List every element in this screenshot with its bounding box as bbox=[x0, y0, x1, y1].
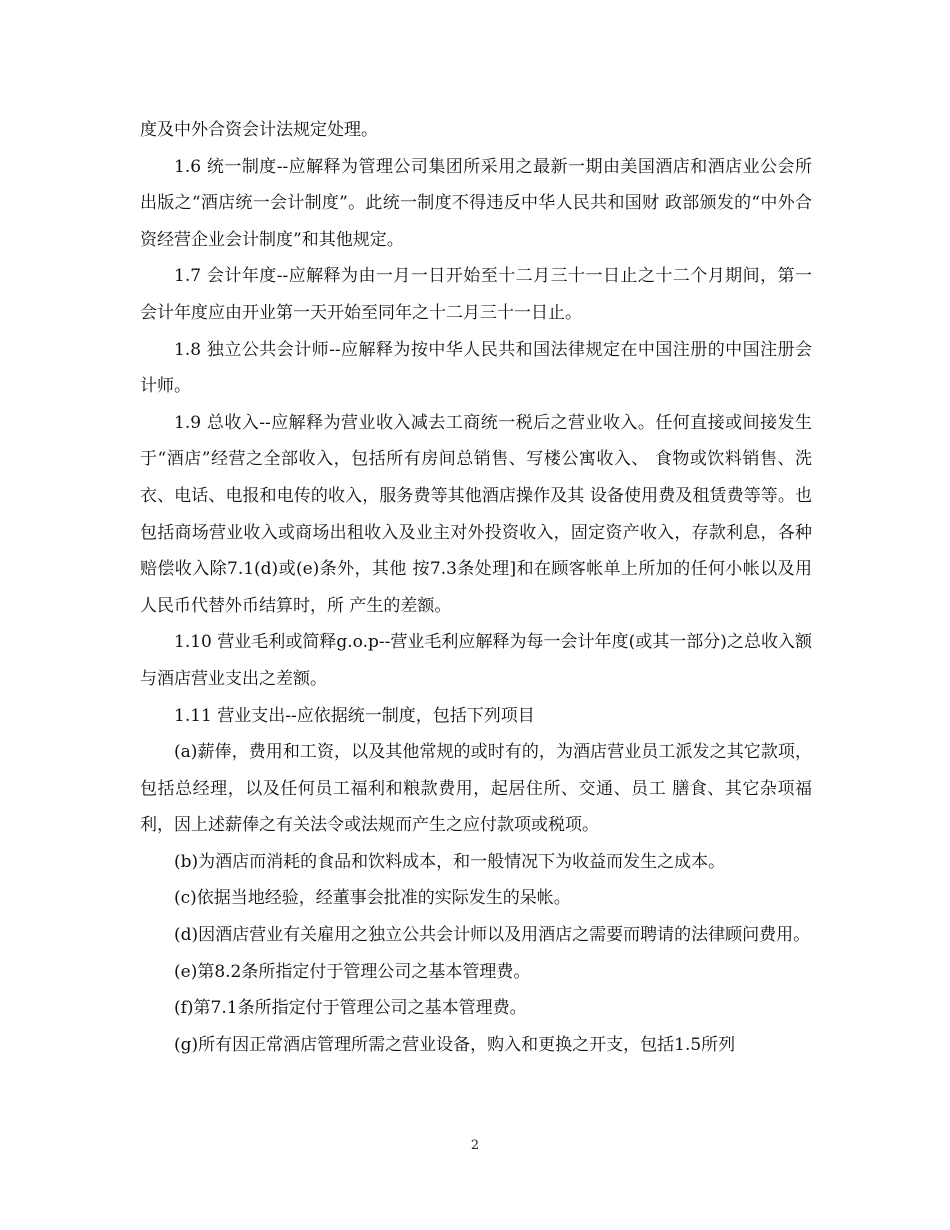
page-number: 2 bbox=[470, 1138, 480, 1153]
item-e: (e)第8.2条所指定付于管理公司之基本管理费。 bbox=[174, 961, 531, 982]
item-f: (f)第7.1条所指定付于管理公司之基本管理费。 bbox=[174, 998, 527, 1019]
paragraph-1-10: 1.10 营业毛利或简释g.o.p--营业毛利应解释为每一会计年度(或其一部分)之总收入额与酒店营业支出之差额。 bbox=[140, 632, 812, 689]
item-b: (b)为酒店而消耗的食品和饮料成本，和一般情况下为收益而发生之成本。 bbox=[174, 851, 726, 872]
item-c: (c)依据当地经验，经董事会批准的实际发生的呆帐。 bbox=[174, 888, 571, 909]
item-g: (g)所有因正常酒店管理所需之营业设备，购入和更换之开支，包括1.5所列 bbox=[174, 1034, 736, 1055]
item-d: (d)因酒店营业有关雇用之独立公共会计师以及用酒店之需要而聘请的法律顾问费用。 bbox=[174, 925, 811, 946]
document-body bbox=[140, 112, 812, 1063]
paragraph-1-7: 1.7 会计年度--应解释为由一月一日开始至十二月三十一日止之十二个月期间，第一会计年度应由开业第一天开始至同年之十二月三十一日止。 bbox=[140, 266, 812, 323]
paragraph-1-6: 1.6 统一制度--应解释为管理公司集团所采用之最新一期由美国酒店和酒店业公会所出版之“酒店统一会计制度”。此统一制度不得违反中华人民共和国财 政部颁发的“中外合资经营企业会计制度”和其他规定。 bbox=[140, 156, 812, 250]
paragraph-1-8: 1.8 独立公共会计师--应解释为按中华人民共和国法律规定在中国注册的中国注册会计师。 bbox=[140, 339, 812, 397]
paragraph-1-11: 1.11 营业支出--应依据统一制度，包括下列项目 bbox=[174, 705, 535, 726]
paragraph-1-9: 1.9 总收入--应解释为营业收入减去工商统一税后之营业收入。任何直接或间接发生于“酒店”经营之全部收入，包括所有房间总销售、写楼公寓收入、 食物或饮料销售、洗衣、电话、电报和电传的收入，服务费等其他酒店操作及其 设备使用费及租赁费等等。也包括商场营业收入或商场出租收入及业主对外投资收入，固定资产收入，存款利息，各种赔偿收入除7.1(d)或(e)条外，其他 按7.3条处理]和在顾客帐单上所加的任何小帐以及用人民币代替外币结算时，所 产生的差额。 bbox=[140, 412, 812, 616]
item-a: (a)薪俸，费用和工资，以及其他常规的或时有的，为酒店营业员工派发之其它款项，包括总经理，以及任何员工福利和粮款费用，起居住所、交通、员工 膳食、其它杂项福利，因上述薪俸之有关法令或法规而产生之应付款项或税项。 bbox=[140, 742, 812, 836]
paragraph-0: 度及中外合资会计法规定处理。 bbox=[140, 120, 378, 140]
